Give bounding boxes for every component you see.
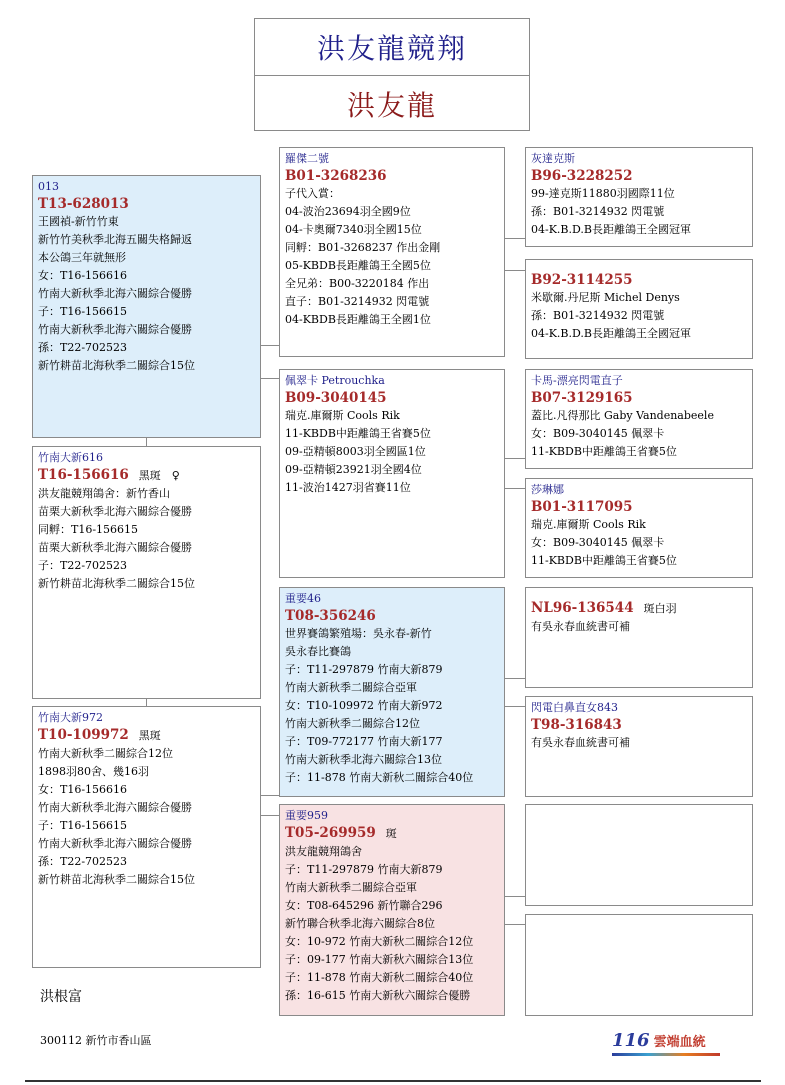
pedigree-line: 同孵：B01-3268237 作出金剛 <box>285 241 441 254</box>
logo-number: 116 <box>612 1030 650 1051</box>
pigeon-card-empty-1 <box>525 804 753 906</box>
color-tag: 斑 <box>385 827 397 840</box>
ring-number-row <box>531 498 747 516</box>
connector <box>505 706 525 707</box>
ring-number: B01-3268236 <box>285 168 387 184</box>
pedigree-line: 竹南大新秋季二關綜合12位 <box>38 747 173 760</box>
pedigree-line: 竹南大新秋季二關綜合亞軍 <box>285 681 417 694</box>
pigeon-card-ggp2[interactable] <box>525 259 753 359</box>
pigeon-name: 重要959 <box>285 809 328 822</box>
card-content <box>280 588 504 790</box>
pigeon-name <box>531 263 747 271</box>
pigeon-name: 佩翠卡 Petrouchka <box>285 374 385 387</box>
ring-number-row <box>38 466 255 485</box>
pedigree-line: 孫：T22-702523 <box>38 341 128 354</box>
ring-number-row <box>531 389 747 407</box>
pedigree-line: 王國禎-新竹竹東 <box>38 215 119 228</box>
connector <box>261 795 279 796</box>
connector <box>261 815 279 816</box>
ring-number-row <box>531 716 747 734</box>
ring-number: B96-3228252 <box>531 168 633 184</box>
pedigree-line: 苗栗大新秋季北海六關綜合優勝 <box>38 541 192 554</box>
ring-number-row <box>285 607 499 625</box>
pedigree-line: 09-亞精頓23921羽全國4位 <box>285 463 422 476</box>
pedigree-line: 04-KBDB長距離鴿王全國1位 <box>285 313 431 326</box>
connector <box>505 488 525 489</box>
card-content <box>526 370 752 464</box>
pedigree-line: 子：T11-297879 竹南大新879 <box>285 863 443 876</box>
pedigree-line: 孫：B01-3214932 閃電號 <box>531 205 665 218</box>
pedigree-line: 苗栗大新秋季北海六關綜合優勝 <box>38 505 192 518</box>
pedigree-line: 女：T16-156616 <box>38 269 128 282</box>
pedigree-line: 竹南大新秋季北海六關綜合優勝 <box>38 323 192 336</box>
pedigree-line: 竹南大新秋季北海六關綜合優勝 <box>38 837 192 850</box>
pedigree-line: 竹南大新秋季北海六關綜合優勝 <box>38 287 192 300</box>
pedigree-line: 有吳永春血統書可補 <box>531 736 630 749</box>
card-content <box>526 697 752 755</box>
pedigree-line: 米歇爾.丹尼斯 Michel Denys <box>531 291 680 304</box>
logo-underline <box>612 1053 720 1056</box>
pedigree-line: 竹南大新秋季北海六關綜合13位 <box>285 753 442 766</box>
pedigree-line: 瑞克.庫爾斯 Cools Rik <box>285 409 400 422</box>
pedigree-line: 11-KBDB中距離鴿王省賽5位 <box>285 427 431 440</box>
pedigree-line: 洪友龍競翔鴿舍：新竹香山 <box>38 487 170 500</box>
pigeon-card-empty-2 <box>525 914 753 1016</box>
connector <box>505 238 525 239</box>
ring-number: NL96-136544 <box>531 600 634 616</box>
pedigree-line: 洪友龍競翔鴿舍 <box>285 845 362 858</box>
pedigree-line: 子：T11-297879 竹南大新879 <box>285 663 443 676</box>
ring-number-row <box>38 195 255 213</box>
pedigree-line: 女：10-972 竹南大新秋二關綜合12位 <box>285 935 474 948</box>
pigeon-name: 灰達克斯 <box>531 152 575 165</box>
pedigree-line: 子：11-878 竹南大新秋二關綜合40位 <box>285 771 474 784</box>
pigeon-name: 竹南大新972 <box>38 711 103 724</box>
ring-number: T05-269959 <box>285 825 376 841</box>
pedigree-line: 子：T09-772177 竹南大新177 <box>285 735 443 748</box>
connector <box>505 924 525 925</box>
brand-logo <box>612 1030 706 1051</box>
pigeon-name: 閃電白鼻直女843 <box>531 701 618 714</box>
pedigree-line: 吳永春比賽鴿 <box>285 645 351 658</box>
connector <box>261 345 279 346</box>
pedigree-line: 有吳永春血統書可補 <box>531 620 630 633</box>
card-content <box>526 148 752 242</box>
pedigree-line: 09-亞精頓8003羽全國區1位 <box>285 445 426 458</box>
logo-text: 雲端血統 <box>653 1035 706 1050</box>
pedigree-line: 新竹耕苗北海秋季二關綜合15位 <box>38 577 195 590</box>
pedigree-line: 04-K.B.D.B長距離鴿王全國冠軍 <box>531 223 692 236</box>
pedigree-line: 子：T16-156615 <box>38 305 128 318</box>
ring-number-row <box>531 599 747 618</box>
pigeon-card-gp4[interactable] <box>279 804 505 1016</box>
pigeon-card-ggp5[interactable] <box>525 587 753 688</box>
pedigree-line: 新竹竹美秋季北海五關失格歸返 <box>38 233 192 246</box>
pedigree-line: 04-卡奧爾7340羽全國15位 <box>285 223 422 236</box>
ring-number: B07-3129165 <box>531 390 633 406</box>
pigeon-card-ggp4[interactable] <box>525 478 753 578</box>
pigeon-name: 卡馬-漂亮閃電直子 <box>531 374 623 387</box>
pedigree-line: 11-波治1427羽省賽11位 <box>285 481 411 494</box>
ring-number-row <box>531 271 747 289</box>
color-tag: 黑斑 ♀ <box>138 469 180 482</box>
pigeon-card-ggp3[interactable] <box>525 369 753 469</box>
pigeon-name <box>531 591 747 599</box>
pedigree-line: 蓋比.凡得那比 Gaby Vandenabeele <box>531 409 714 422</box>
pedigree-line: 04-K.B.D.B長距離鴿王全國冠軍 <box>531 327 692 340</box>
card-content <box>33 707 260 892</box>
ring-number-row <box>531 167 747 185</box>
pedigree-line: 新竹耕苗北海秋季二關綜合15位 <box>38 873 195 886</box>
color-tag: 黑斑 <box>138 729 161 742</box>
ring-number-row <box>38 726 255 745</box>
pedigree-line: 女：B09-3040145 佩翠卡 <box>531 427 665 440</box>
pedigree-line: 世界賽鴿繁殖場：吳永春-新竹 <box>285 627 432 640</box>
pedigree-line: 子：09-177 竹南大新秋六關綜合13位 <box>285 953 474 966</box>
ring-number: B09-3040145 <box>285 390 387 406</box>
ring-number: T13-628013 <box>38 196 129 212</box>
pedigree-line: 竹南大新秋季北海六關綜合優勝 <box>38 801 192 814</box>
pedigree-line: 11-KBDB中距離鴿王省賽5位 <box>531 554 677 567</box>
pedigree-line: 本公鴿三年就無形 <box>38 251 126 264</box>
pedigree-line: 新竹聯合秋季北海六關綜合8位 <box>285 917 435 930</box>
pedigree-line: 孫：B01-3214932 閃電號 <box>531 309 665 322</box>
ring-number: T16-156616 <box>38 467 129 483</box>
pedigree-line: 孫：T22-702523 <box>38 855 128 868</box>
color-tag: 斑白羽 <box>643 602 677 615</box>
breeder-name: 洪根富 <box>40 989 82 1005</box>
card-content <box>526 260 752 346</box>
card-content <box>280 370 504 500</box>
owner-title: 洪友龍 <box>346 89 437 122</box>
pigeon-name: 竹南大新616 <box>38 451 103 464</box>
ring-number: B92-3114255 <box>531 272 633 288</box>
card-content <box>33 176 260 378</box>
footer-rule <box>25 1080 761 1082</box>
pigeon-card-ggp1[interactable] <box>525 147 753 247</box>
pigeon-name: 013 <box>38 180 59 193</box>
pedigree-line: 99-達克斯11880羽國際11位 <box>531 187 675 200</box>
ring-number-row <box>285 389 499 407</box>
ring-number: T98-316843 <box>531 717 622 733</box>
pedigree-line: 子：T16-156615 <box>38 819 128 832</box>
card-content <box>280 805 504 1008</box>
pigeon-card-dam-of-dam[interactable] <box>32 706 261 968</box>
pedigree-line: 女：B09-3040145 佩翠卡 <box>531 536 665 549</box>
pigeon-card-sire[interactable] <box>32 175 261 438</box>
connector <box>505 896 525 897</box>
pedigree-line: 女：T08-645296 新竹聯合296 <box>285 899 443 912</box>
connector <box>146 699 147 706</box>
pigeon-name: 莎琳娜 <box>531 483 564 496</box>
pedigree-line: 同孵：T16-156615 <box>38 523 139 536</box>
pigeon-card-gp2[interactable] <box>279 369 505 578</box>
title-box <box>254 18 530 131</box>
pedigree-line: 05-KBDB長距離鴿王全國5位 <box>285 259 431 272</box>
pedigree-line: 1898羽80舍、幾16羽 <box>38 765 149 778</box>
ring-number-row <box>285 824 499 843</box>
pedigree-line: 竹南大新秋季二關綜合亞軍 <box>285 881 417 894</box>
pedigree-line: 全兄弟：B00-3220184 作出 <box>285 277 430 290</box>
card-content <box>33 447 260 596</box>
connector <box>505 270 525 271</box>
pigeon-card-gp1[interactable] <box>279 147 505 357</box>
connector <box>261 378 279 379</box>
card-content <box>526 479 752 573</box>
pigeon-name: 重要46 <box>285 592 321 605</box>
loft-title: 洪友龍競翔 <box>255 19 529 76</box>
ring-number: B01-3117095 <box>531 499 633 515</box>
pedigree-line: 子代入賞： <box>285 187 340 200</box>
pedigree-line: 子：11-878 竹南大新秋二關綜合40位 <box>285 971 474 984</box>
pedigree-line: 竹南大新秋季二關綜合12位 <box>285 717 420 730</box>
pedigree-line: 孫：16-615 竹南大新秋六關綜合優勝 <box>285 989 471 1002</box>
pedigree-line: 新竹耕苗北海秋季二關綜合15位 <box>38 359 195 372</box>
pigeon-card-dam[interactable] <box>32 446 261 699</box>
pedigree-line: 直子：B01-3214932 閃電號 <box>285 295 430 308</box>
pedigree-line: 子：T22-702523 <box>38 559 128 572</box>
connector <box>146 438 147 446</box>
ring-number-row <box>285 167 499 185</box>
pigeon-card-gp3[interactable] <box>279 587 505 797</box>
pedigree-line: 女：T10-109972 竹南大新972 <box>285 699 443 712</box>
connector <box>505 678 525 679</box>
pigeon-card-ggp6[interactable] <box>525 696 753 797</box>
card-content <box>280 148 504 332</box>
pigeon-name: 羅傑二號 <box>285 152 329 165</box>
ring-number: T08-356246 <box>285 608 376 624</box>
pedigree-line: 11-KBDB中距離鴿王省賽5位 <box>531 445 677 458</box>
pedigree-line: 04-波治23694羽全國9位 <box>285 205 411 218</box>
card-content <box>526 588 752 639</box>
breeder-address: 300112 新竹市香山區 <box>40 1034 152 1047</box>
pedigree-line: 女：T16-156616 <box>38 783 128 796</box>
connector <box>505 458 525 459</box>
pedigree-line: 瑞克.庫爾斯 Cools Rik <box>531 518 646 531</box>
ring-number: T10-109972 <box>38 727 129 743</box>
